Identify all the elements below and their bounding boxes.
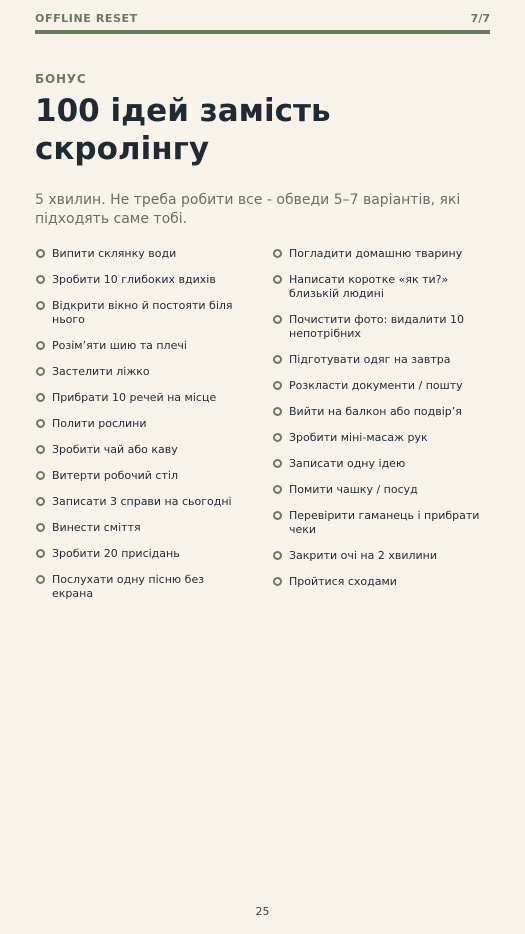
page-number: 25 [255, 905, 270, 918]
idea-item [35, 417, 235, 431]
idea-text: Винести сміття [52, 521, 141, 534]
page-counter: 7/7 [470, 12, 490, 25]
circle-bullet-icon [36, 471, 45, 480]
idea-item [272, 247, 490, 261]
idea-item [272, 549, 490, 563]
idea-item [35, 573, 235, 601]
idea-text: Відкрити вікно й постояти біля нього [52, 299, 233, 326]
idea-item [35, 273, 235, 287]
circle-bullet-icon [273, 381, 282, 390]
circle-bullet-icon [36, 445, 45, 454]
idea-text: Закрити очі на 2 хвилини [289, 549, 437, 562]
circle-bullet-icon [273, 577, 282, 586]
idea-text: Помити чашку / посуд [289, 483, 418, 496]
idea-text: Підготувати одяг на завтра [289, 353, 451, 366]
idea-item [35, 495, 235, 509]
circle-bullet-icon [36, 393, 45, 402]
idea-text: Застелити ліжко [52, 365, 150, 378]
idea-text: Зробити 20 присідань [52, 547, 180, 560]
ideas-list-left [35, 247, 235, 613]
idea-text: Погладити домашню тварину [289, 247, 463, 260]
circle-bullet-icon [273, 433, 282, 442]
circle-bullet-icon [36, 575, 45, 584]
page-subtitle: 5 хвилин. Не треба робити все - обведи 5–7 варіантів, які підходять саме тобі. [35, 192, 461, 227]
idea-item [35, 547, 235, 561]
circle-bullet-icon [273, 355, 282, 364]
idea-item [272, 379, 490, 393]
idea-text: Зробити міні-масаж рук [289, 431, 428, 444]
idea-item [35, 365, 235, 379]
idea-text: Послухати одну пісню без екрана [52, 573, 205, 600]
idea-item [272, 405, 490, 419]
idea-text: Зробити чай або каву [52, 443, 178, 456]
idea-item [272, 575, 490, 589]
idea-item [272, 431, 490, 445]
idea-text: Випити склянку води [52, 247, 177, 260]
idea-text: Прибрати 10 речей на місце [52, 391, 217, 404]
circle-bullet-icon [36, 549, 45, 558]
brand-label: OFFLINE RESET [35, 12, 138, 25]
idea-item [272, 457, 490, 471]
idea-item [35, 521, 235, 535]
circle-bullet-icon [36, 275, 45, 284]
section-label: БОНУС [35, 72, 87, 86]
idea-text: Розім’яти шию та плечі [52, 339, 187, 352]
circle-bullet-icon [36, 341, 45, 350]
page-title: 100 ідей замість скролінгу [35, 93, 331, 167]
circle-bullet-icon [273, 511, 282, 520]
idea-item [35, 469, 235, 483]
idea-text: Записати 3 справи на сьогодні [52, 495, 232, 508]
circle-bullet-icon [273, 551, 282, 560]
circle-bullet-icon [36, 301, 45, 310]
idea-text: Пройтися сходами [289, 575, 397, 588]
idea-text: Почистити фото: видалити 10 непотрібних [289, 313, 464, 340]
idea-item [272, 483, 490, 497]
circle-bullet-icon [273, 407, 282, 416]
idea-text: Розкласти документи / пошту [289, 379, 463, 392]
idea-item [35, 339, 235, 353]
header-divider [35, 30, 490, 34]
idea-item [272, 273, 490, 301]
circle-bullet-icon [36, 523, 45, 532]
circle-bullet-icon [36, 249, 45, 258]
circle-bullet-icon [273, 249, 282, 258]
idea-text: Зробити 10 глибоких вдихів [52, 273, 216, 286]
idea-item [35, 443, 235, 457]
idea-text: Витерти робочий стіл [52, 469, 178, 482]
idea-item [272, 509, 490, 537]
idea-text: Написати коротке «як ти?» близькій людині [289, 273, 449, 300]
idea-text: Полити рослини [52, 417, 147, 430]
idea-item [272, 313, 490, 341]
circle-bullet-icon [273, 459, 282, 468]
circle-bullet-icon [36, 367, 45, 376]
page [35, 0, 490, 934]
idea-item [272, 353, 490, 367]
idea-item [35, 391, 235, 405]
idea-text: Вийти на балкон або подвір’я [289, 405, 462, 418]
idea-item [35, 299, 235, 327]
circle-bullet-icon [273, 275, 282, 284]
circle-bullet-icon [273, 315, 282, 324]
circle-bullet-icon [273, 485, 282, 494]
page-header [35, 12, 490, 28]
idea-text: Перевірити гаманець і прибрати чеки [289, 509, 480, 536]
circle-bullet-icon [36, 497, 45, 506]
idea-item [35, 247, 235, 261]
idea-text: Записати одну ідею [289, 457, 406, 470]
ideas-list-right [272, 247, 490, 601]
circle-bullet-icon [36, 419, 45, 428]
